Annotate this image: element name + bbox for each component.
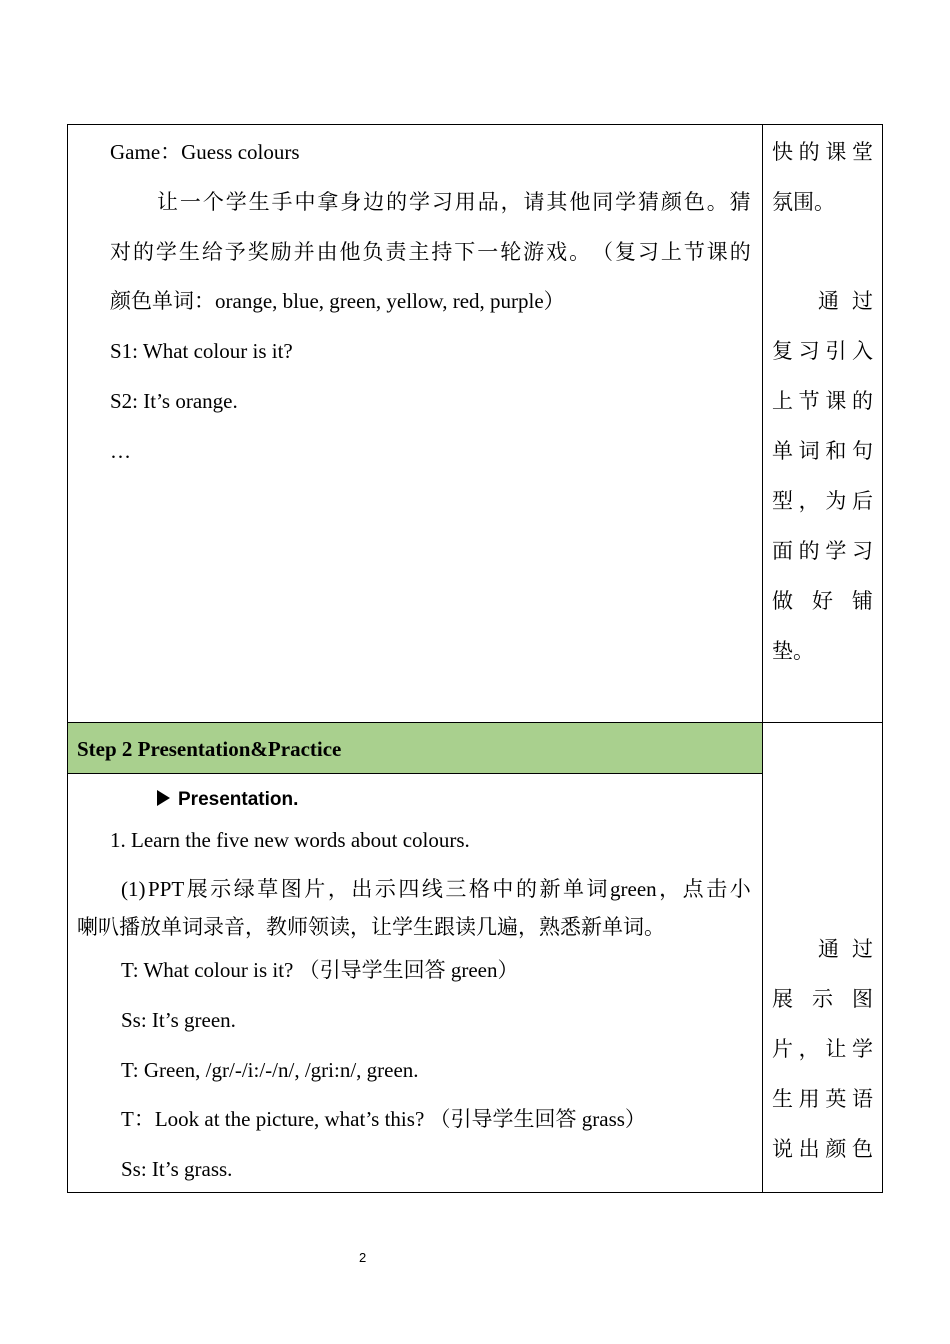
note1-line-7: 型 ， 为 后 [772, 489, 873, 513]
step-title: Step 2 Presentation&Practice [77, 737, 342, 761]
note1-line-9: 做 好 铺 [772, 589, 873, 613]
note2-line-2: 展 示 图 [772, 987, 873, 1011]
arrow-bullet-icon [157, 790, 170, 806]
step-header-divider [68, 773, 762, 774]
note1-line-1: 快 的 课 堂 [772, 140, 873, 164]
ellipsis: … [110, 439, 131, 463]
sub1-line-1: (1) PPT 展 示 绿 草 图 片 ， 出 示 四 线 三 格 中 的 新 单 词 green ， 点 击 小 [121, 877, 751, 901]
note2-line-1: 通 过 [818, 937, 873, 961]
lesson-table [67, 124, 883, 1193]
sub1-line-2: 喇叭播放单词录音，教师领读，让学生跟读几遍，熟悉新单词。 [77, 915, 665, 939]
column-divider [762, 125, 763, 1192]
dialogue-t2: T: Green, /gr/-/i:/-/n/, /gri:n/, green. [121, 1058, 419, 1082]
note1-line-2: 氛围。 [772, 190, 835, 214]
note1-line-4: 复 习 引 入 [772, 339, 873, 363]
note1-line-5: 上 节 课 的 [772, 389, 873, 413]
dialogue-s1: S1: What colour is it? [110, 339, 293, 363]
para-line-1: 让 一 个 学 生 手 中 拿 身 边 的 学 习 用 品 ， 请 其 他 同 学 猜 颜 色 。 猜 [157, 190, 751, 214]
dialogue-t3: T：Look at the picture, what’s this? （引导学生回答 grass） [121, 1107, 646, 1131]
para-line-3: 颜色单词：orange, blue, green, yellow, red, purple） [110, 289, 565, 313]
note1-line-10: 垫。 [772, 639, 814, 663]
dialogue-s2: S2: It’s orange. [110, 389, 238, 413]
note1-line-8: 面 的 学 习 [772, 539, 873, 563]
note1-line-3: 通 过 [818, 289, 873, 313]
para-line-2: 对 的 学 生 给 予 奖 励 并 由 他 负 责 主 持 下 一 轮 游 戏 。 （ 复 习 上 节 课 的 [110, 240, 751, 264]
note2-line-3: 片 ， 让 学 [772, 1037, 873, 1061]
note2-line-5: 说 出 颜 色 [772, 1137, 873, 1161]
game-title: Game：Guess colours [110, 140, 300, 164]
item-1: 1. Learn the five new words about colours. [110, 828, 470, 852]
note2-line-4: 生 用 英 语 [772, 1087, 873, 1111]
page-number: 2 [359, 1250, 367, 1265]
dialogue-ss2: Ss: It’s grass. [121, 1157, 233, 1181]
note1-line-6: 单 词 和 句 [772, 439, 873, 463]
presentation-label: Presentation. [178, 789, 299, 810]
dialogue-t1: T: What colour is it? （引导学生回答 green） [121, 958, 519, 982]
presentation-heading [157, 790, 298, 809]
dialogue-ss1: Ss: It’s green. [121, 1008, 236, 1032]
